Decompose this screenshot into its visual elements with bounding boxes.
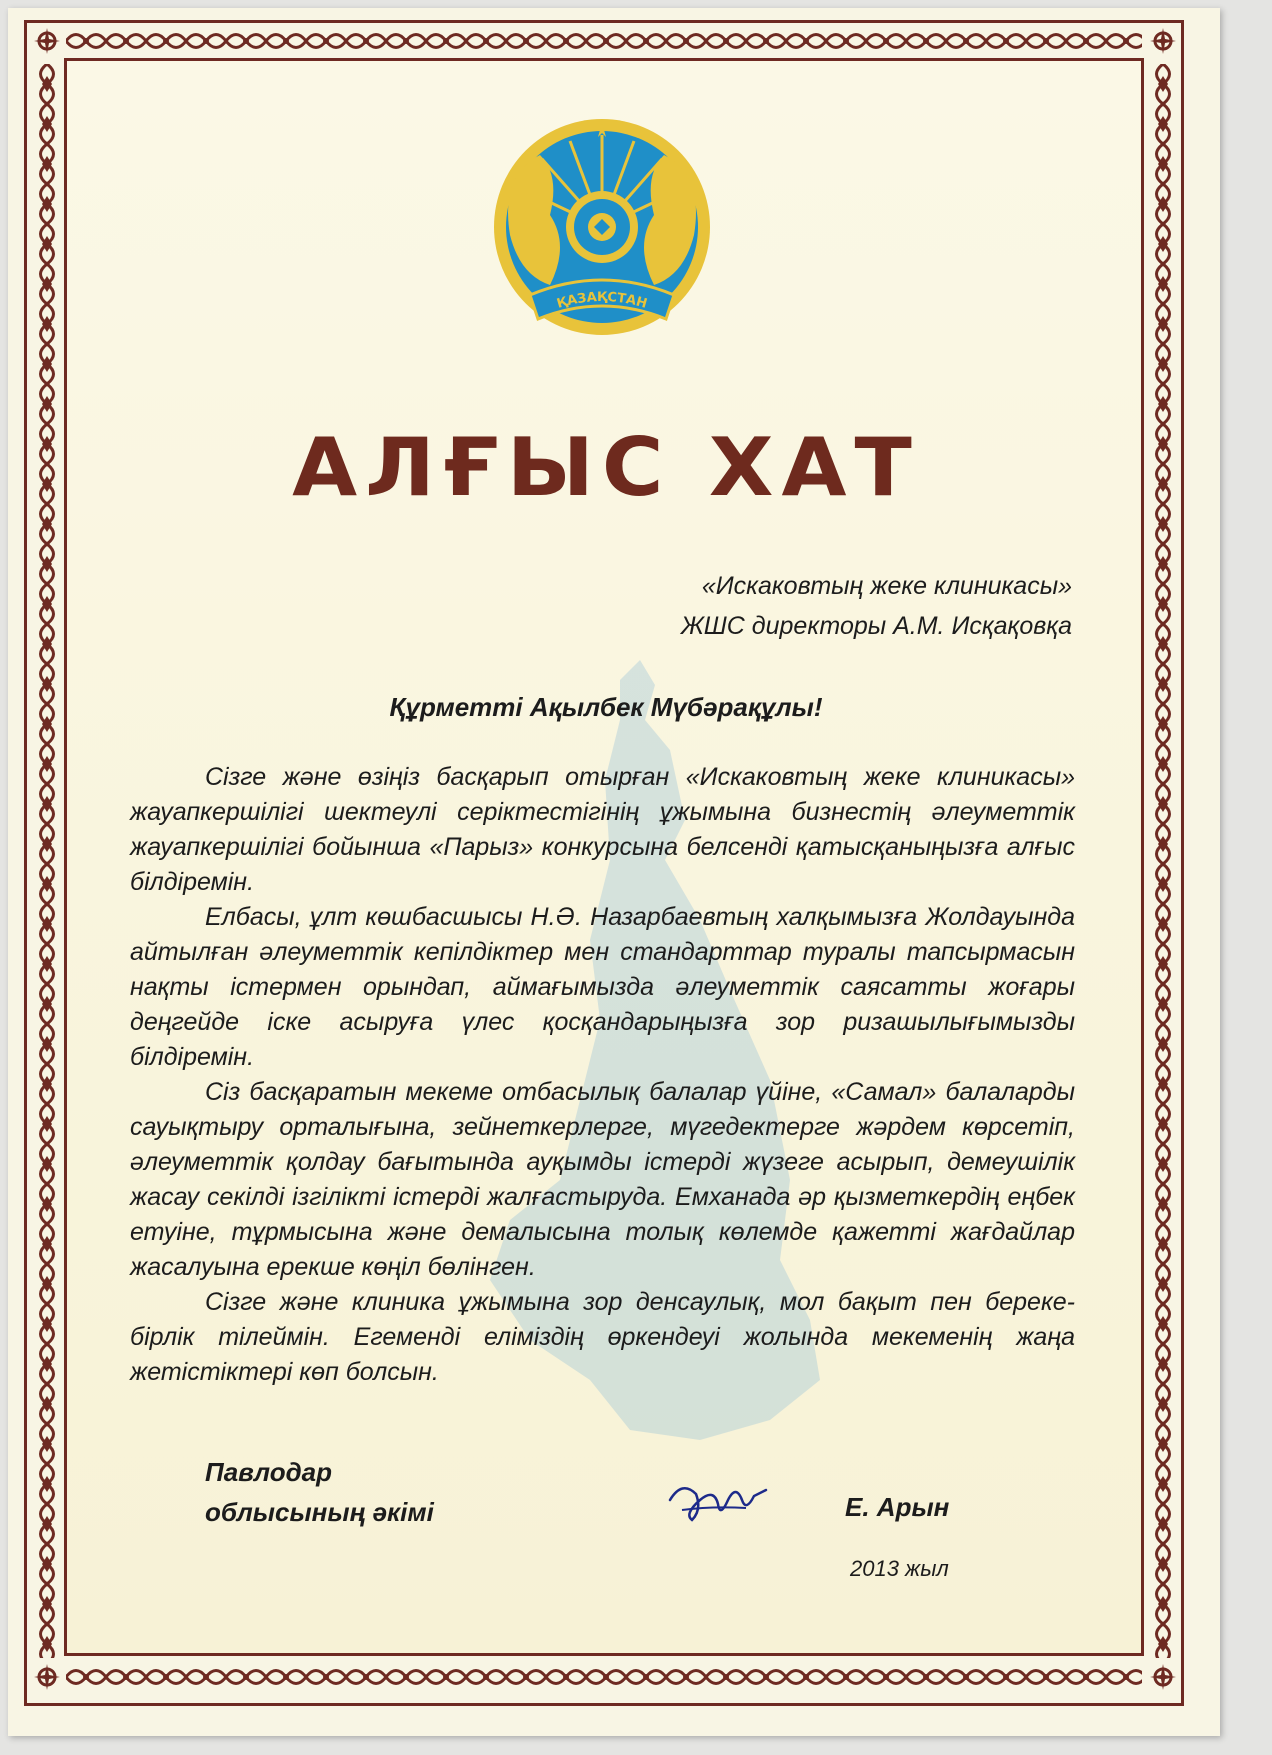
corner-star-icon (32, 1662, 62, 1692)
signatory-position-line-2: облысының әкімі (205, 1497, 434, 1527)
salutation: Құрметті Ақылбек Мүбәрақұлы! (389, 692, 823, 722)
ornament-band-right (1146, 64, 1180, 1658)
document-title: АЛҒЫС ХАТ (292, 419, 920, 515)
ornament-band-left (30, 64, 64, 1658)
paragraph: Елбасы, ұлт көшбасшысы Н.Ә. Назарбаевтың халқымызға Жолдауында айтылған әлеуметтік кепілдіктер мен стандарттар туралы тапсырмасын нақты істермен орындап, аймағымызда әлеуметтік саясатты жоғары деңгейде іске асыруға үлес қосқандарыңызға зор ризашылығымызды білдіремін. (130, 903, 1075, 1071)
corner-star-icon (1148, 26, 1178, 56)
document-year: 2013 жыл (850, 1556, 949, 1581)
signatory-position-line-1: Павлодар (205, 1457, 332, 1487)
addressee-line-1: «Искаковтың жеке клиникасы» (701, 572, 1072, 600)
paragraph: Сіз басқаратын мекеме отбасылық балалар үйіне, «Самал» балаларды сауықтыру орталығына, зейнеткерлерге, мүгедектерге жәрдем көрсетіп, әлеуметтік қолдау бағытында ауқымды істерді жүзеге асырып, демеушілік жасау секілді ізгілікті істерді жалғастыруда. Емханада әр қызметкердің еңбек етуіне, тұрмысына және демалысына толық көлемде қажетті жағдайлар жасалуына ерекше көңіл бөлінген. (130, 1078, 1075, 1281)
emblem-caption: ҚАЗАҚСТАН (555, 289, 649, 312)
paragraph: Сізге және клиника ұжымына зор денсаулық, мол бақыт пен береке-бірлік тілеймін. Егеменді еліміздің өркендеуі жолында мекеменің жаңа жетістіктері көп болсын. (130, 1288, 1075, 1386)
signatory-position (205, 1452, 434, 1532)
state-emblem-icon (490, 115, 714, 347)
paragraph: Сізге және өзіңіз басқарып отырған «Искаковтың жеке клиникасы» жауапкершілігі шектеулі серіктестігінің ұжымына бизнестің әлеуметтік жауапкершілігі бойынша «Парыз» конкурсына белсенді қатысқаныңызға алғыс білдіремін. (130, 763, 1075, 896)
corner-star-icon (1148, 1662, 1178, 1692)
signatory-name: Е. Арын (845, 1492, 950, 1522)
addressee-line-2: ЖШС директоры А.М. Исқақовқа (680, 612, 1072, 640)
handwritten-signature (662, 1470, 772, 1530)
ornament-band-top (66, 24, 1142, 58)
letter-body (130, 760, 1075, 1390)
addressee-block (681, 566, 1072, 646)
ornament-band-bottom (66, 1660, 1142, 1694)
corner-star-icon (32, 26, 62, 56)
